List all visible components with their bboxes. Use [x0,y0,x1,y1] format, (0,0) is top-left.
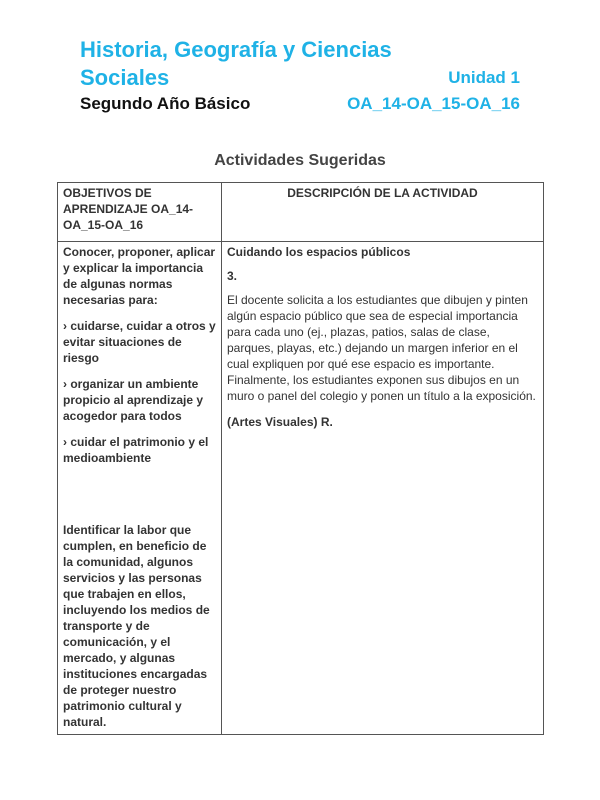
objective-intro: Conocer, proponer, aplicar y explicar la importancia de algunas normas necesarias para: [63,245,216,307]
objectives-header: OBJETIVOS DE APRENDIZAJE OA_14-OA_15-OA_16 [58,183,222,242]
subject-title [80,36,392,92]
unit-label: Unidad 1 [448,68,520,87]
table-row [58,242,544,735]
objectives-cell [58,242,222,735]
activities-table [57,182,544,735]
objective-second: Identificar la labor que cumplen, en beneficio de la comunidad, algunos servicios y las personas que trabajen en ellos, incluyendo los medios de transporte y de comunicación, y el mercado, y algunas instituciones encargadas de proteger nuestro patrimonio cultural y natural. [63,523,210,729]
objective-spacer [63,476,216,522]
activity-cell [222,242,544,735]
activity-description: El docente solicita a los estudiantes que dibujen y pinten algún espacio público que sea de especial importancia para cada uno (ej., plazas, patios, salas de clase, parques, playas, etc.) dejando un margen inferior en el cual expliquen por qué ese espacio es importante. Finalmente, los estudiantes exponen sus dibujos en un muro o panel del colegio y ponen un título a la exposición. [227,293,536,403]
grade-label: Segundo Año Básico [80,94,251,113]
objective-item: › cuidar el patrimonio y el medioambiente [63,435,209,465]
activity-title: Cuidando los espacios públicos [227,245,411,259]
table-header-row [58,183,544,242]
objective-codes: OA_14-OA_15-OA_16 [347,94,520,113]
objective-item: › organizar un ambiente propicio al aprendizaje y acogedor para todos [63,377,204,423]
activity-header: DESCRIPCIÓN DE LA ACTIVIDAD [222,183,544,242]
activity-tag: (Artes Visuales) R. [227,415,333,429]
subject-title-line1: Historia, Geografía y Ciencias [80,37,392,62]
activity-number: 3. [227,269,238,283]
subject-title-line2: Sociales [80,65,170,90]
section-title: Actividades Sugeridas [214,152,386,169]
objective-item: › cuidarse, cuidar a otros y evitar situaciones de riesgo [63,319,216,365]
